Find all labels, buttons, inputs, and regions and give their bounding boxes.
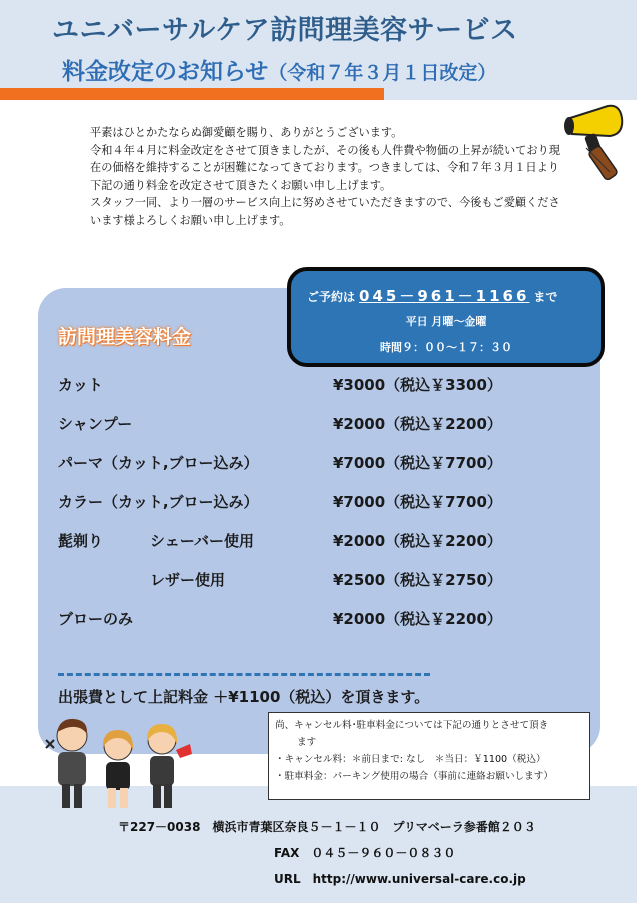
hair-dryer-icon — [560, 100, 630, 185]
subtitle-date: （令和７年３月１日改定） — [268, 62, 497, 84]
intro-line-2: 令和４年４月に料金改定をさせて頂きましたが、その後も人件費や物価の上昇が続いており現在の価格を維持することが困難になってきております。つきましては、令和７年３月１日より下記の通り料金を改定させて頂きたくお願い申し上げます。 — [90, 143, 560, 192]
travel-fee-note: 出張費として上記料金 ＋¥1100（税込）を頂きます。 — [58, 688, 430, 706]
reservation-hours: 時間９：００～１７：３０ — [380, 341, 512, 354]
phone-number[interactable]: 045－961－1166 — [359, 287, 530, 305]
service-price: ¥7000（税込￥7700） — [333, 493, 502, 511]
price-row — [0, 413, 637, 437]
page-title: ユニバーサルケア訪問理美容サービス — [52, 15, 518, 46]
intro-text — [90, 124, 562, 230]
service-price: ¥2000（税込￥2200） — [333, 532, 502, 550]
service-price: ¥7000（税込￥7700） — [333, 454, 502, 472]
notes-box — [268, 712, 590, 800]
dashed-divider — [58, 673, 430, 676]
service-name: パーマ（カット,ブロー込み） — [58, 454, 259, 472]
subtitle-main: 料金改定のお知らせ — [62, 59, 269, 85]
price-row — [0, 374, 637, 398]
service-name: シャンプー — [58, 415, 133, 433]
service-price: ¥2000（税込￥2200） — [333, 415, 502, 433]
service-variant: レザー使用 — [150, 571, 226, 589]
price-row — [0, 569, 637, 593]
price-row — [0, 452, 637, 476]
service-price: ¥2000（税込￥2200） — [333, 610, 502, 628]
service-price: ¥3000（税込￥3300） — [333, 376, 502, 394]
price-row — [0, 491, 637, 515]
reservation-box — [287, 267, 605, 367]
reservation-phone-line — [307, 285, 557, 306]
intro-line-1: 平素はひとかたならぬ御愛顧を賜り、ありがとうございます。 — [90, 126, 403, 139]
reservation-prefix: ご予約は — [307, 290, 356, 304]
price-row — [0, 530, 637, 554]
footer-url[interactable]: URL http://www.universal-care.co.jp — [274, 872, 526, 886]
accent-bar — [0, 88, 384, 100]
intro-line-3: スタッフ一同、より一層のサービス向上に努めさせていただきますので、今後もご愛顧くださいます様よろしくお願い申し上げます。 — [90, 196, 560, 227]
note-line: 尚、キャンセル料･駐車料金については下記の通りとさせて頂き — [275, 720, 549, 731]
service-variant: シェーバー使用 — [150, 532, 254, 550]
reservation-days: 平日 月曜～金曜 — [405, 315, 487, 328]
page-subtitle — [62, 53, 496, 86]
staff-illustration — [36, 710, 196, 810]
footer-address: 〒227－0038 横浜市青葉区奈良５－１－１０ プリマベーラ参番館２０３ — [118, 820, 536, 834]
service-name: 髭剃り — [58, 532, 104, 550]
note-line: ・キャンセル料：＊前日まで: なし ＊当日：￥1100（税込） — [275, 754, 546, 765]
footer-fax: FAX ０４５－９６０－０８３０ — [274, 846, 456, 860]
note-line: ます — [297, 737, 317, 748]
reservation-suffix: まで — [533, 290, 558, 304]
note-line: ・駐車料金：パーキング使用の場合（事前に連絡お願いします） — [275, 771, 553, 782]
service-price: ¥2500（税込￥2750） — [333, 571, 502, 589]
service-name: カラー（カット,ブロー込み） — [58, 493, 259, 511]
service-name: ブローのみ — [58, 610, 134, 628]
price-section-title: 訪問理美容料金 — [58, 326, 192, 348]
service-name: カット — [58, 376, 103, 394]
price-row — [0, 608, 637, 632]
